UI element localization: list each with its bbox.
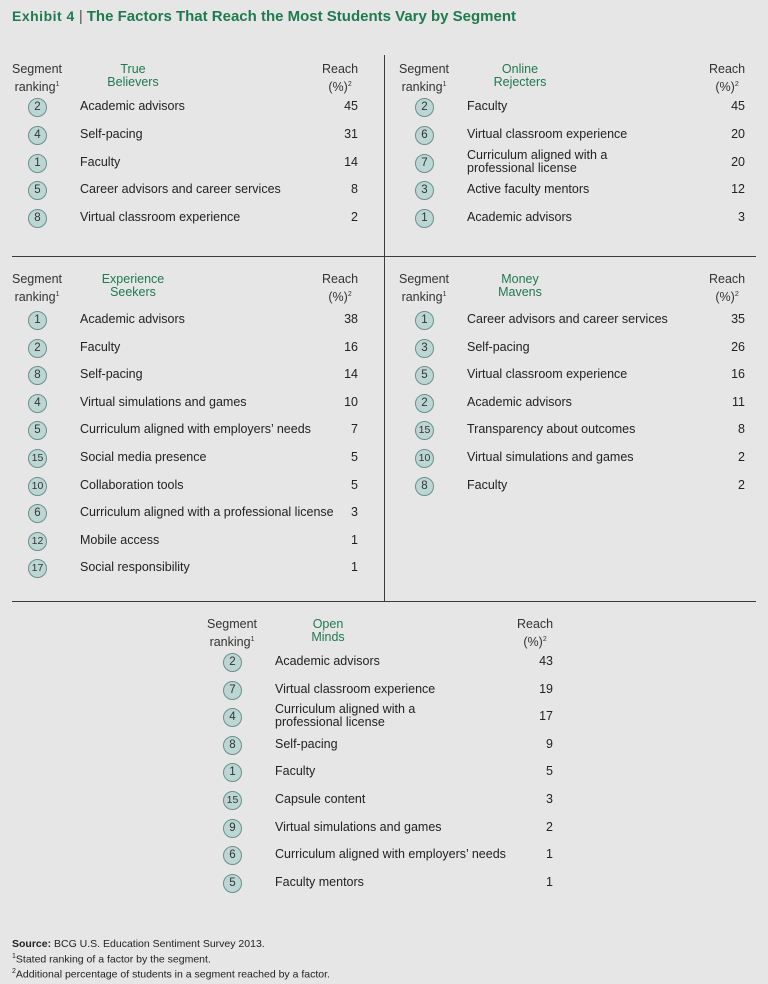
factor-label: Curriculum aligned with a professional license bbox=[467, 147, 608, 175]
reach-value: 1 bbox=[351, 560, 358, 575]
reach-value: 11 bbox=[732, 394, 745, 409]
reach-value: 2 bbox=[351, 210, 358, 225]
rank-badge: 2 bbox=[28, 98, 47, 117]
factor-label: Faculty bbox=[80, 154, 121, 169]
rank-badge: 4 bbox=[28, 126, 47, 145]
reach-value: 9 bbox=[546, 736, 553, 751]
rank-badge: 17 bbox=[28, 559, 47, 578]
rank-badge: 4 bbox=[223, 708, 242, 727]
table-row bbox=[195, 843, 565, 867]
rank-badge: 3 bbox=[415, 181, 434, 200]
table-row bbox=[0, 418, 370, 442]
column-header-ranking: Segment ranking$^1$ bbox=[207, 617, 258, 650]
column-header-ranking: Segment ranking$^1$ bbox=[12, 62, 63, 95]
reach-value: 31 bbox=[344, 126, 358, 141]
reach-value: 3 bbox=[546, 792, 553, 806]
factor-label: Curriculum aligned with employers’ needs bbox=[80, 422, 311, 437]
factor-label: Social responsibility bbox=[80, 560, 190, 575]
segment-name: Open Minds bbox=[311, 617, 345, 644]
table-row bbox=[0, 95, 370, 119]
divider-horizontal-2 bbox=[12, 601, 756, 602]
rank-badge: 1 bbox=[223, 763, 242, 782]
factor-label: Virtual simulations and games bbox=[80, 394, 247, 409]
table-row bbox=[387, 418, 757, 442]
segment-name: Experience Seekers bbox=[101, 272, 165, 299]
factor-label: Academic advisors bbox=[80, 99, 185, 113]
rank-badge: 2 bbox=[28, 339, 47, 358]
reach-value: 3 bbox=[738, 210, 745, 225]
table-row bbox=[0, 474, 370, 498]
factor-label: Academic advisors bbox=[80, 312, 185, 326]
reach-value: 16 bbox=[731, 367, 745, 382]
exhibit-heading: The Factors That Reach the Most Students Vary by Segment bbox=[86, 8, 517, 25]
reach-value: 45 bbox=[344, 99, 358, 113]
table-row bbox=[0, 151, 370, 175]
reach-value: 1 bbox=[546, 874, 553, 889]
factor-label: Academic advisors bbox=[275, 654, 380, 668]
factor-label: Virtual classroom experience bbox=[80, 210, 241, 225]
rank-badge: 15 bbox=[415, 421, 434, 440]
rank-badge: 5 bbox=[415, 366, 434, 385]
column-header-reach: Reach (%)$^2$ bbox=[322, 62, 359, 95]
factor-label: Active faculty mentors bbox=[467, 182, 590, 197]
rank-badge: 8 bbox=[28, 366, 47, 385]
factor-label: Virtual simulations and games bbox=[275, 819, 442, 834]
table-row bbox=[387, 336, 757, 360]
rank-badge: 8 bbox=[415, 477, 434, 496]
factor-label: Faculty bbox=[80, 339, 121, 354]
factor-label: Self-pacing bbox=[80, 126, 143, 141]
segment-name: Money Mavens bbox=[498, 272, 542, 299]
factor-label: Virtual classroom experience bbox=[467, 367, 628, 382]
factor-label: Self-pacing bbox=[275, 736, 338, 751]
table-row bbox=[195, 871, 565, 895]
segment-name: True Believers bbox=[107, 62, 159, 89]
reach-value: 8 bbox=[738, 422, 745, 437]
table-row bbox=[387, 474, 757, 498]
rank-badge: 6 bbox=[28, 504, 47, 523]
table-row bbox=[0, 178, 370, 202]
factor-label: Faculty mentors bbox=[275, 874, 364, 889]
source-text: BCG U.S. Education Sentiment Survey 2013. bbox=[51, 938, 265, 950]
table-row bbox=[0, 206, 370, 230]
column-header-ranking: Segment ranking$^1$ bbox=[399, 62, 450, 95]
reach-value: 5 bbox=[546, 764, 553, 779]
rank-badge: 6 bbox=[415, 126, 434, 145]
factor-label: Transparency about outcomes bbox=[467, 422, 636, 437]
table-row bbox=[387, 391, 757, 415]
table-row bbox=[195, 816, 565, 840]
table-row bbox=[0, 308, 370, 332]
factor-label: Academic advisors bbox=[467, 210, 572, 225]
reach-value: 43 bbox=[539, 654, 553, 668]
table-row bbox=[0, 391, 370, 415]
rank-badge: 8 bbox=[28, 209, 47, 228]
table-row bbox=[0, 123, 370, 147]
exhibit-label: Exhibit 4 bbox=[12, 8, 75, 24]
table-row bbox=[0, 556, 370, 580]
factor-label: Faculty bbox=[275, 764, 316, 779]
reach-value: 1 bbox=[351, 532, 358, 547]
rank-badge: 4 bbox=[28, 394, 47, 413]
rank-badge: 2 bbox=[223, 653, 242, 672]
factor-label: Career advisors and career services bbox=[80, 182, 281, 197]
reach-value: 38 bbox=[344, 312, 358, 326]
column-header-ranking: Segment ranking$^1$ bbox=[12, 272, 63, 305]
column-header-reach: Reach (%)$^2$ bbox=[517, 617, 554, 650]
factor-label: Self-pacing bbox=[467, 339, 530, 354]
reach-value: 5 bbox=[351, 477, 358, 492]
rank-badge: 2 bbox=[415, 394, 434, 413]
table-row bbox=[195, 760, 565, 784]
factor-label: Virtual classroom experience bbox=[467, 126, 628, 141]
table-row bbox=[387, 206, 757, 230]
rank-badge: 6 bbox=[223, 846, 242, 865]
factor-label: Social media presence bbox=[80, 450, 207, 464]
rank-badge: 9 bbox=[223, 819, 242, 838]
table-row bbox=[0, 336, 370, 360]
reach-value: 26 bbox=[731, 339, 745, 354]
table-row bbox=[0, 446, 370, 470]
footnote-1: Stated ranking of a factor by the segment. bbox=[15, 953, 211, 965]
reach-value: 2 bbox=[546, 819, 553, 834]
reach-value: 16 bbox=[344, 339, 358, 354]
reach-value: 45 bbox=[731, 99, 745, 113]
rank-badge: 1 bbox=[415, 209, 434, 228]
rank-badge: 15 bbox=[223, 791, 242, 810]
reach-value: 35 bbox=[731, 312, 745, 326]
factor-label: Mobile access bbox=[80, 532, 160, 547]
divider-vertical-top bbox=[384, 55, 385, 601]
factor-label: Faculty bbox=[467, 99, 508, 113]
rank-badge: 7 bbox=[223, 681, 242, 700]
rank-badge: 2 bbox=[415, 98, 434, 117]
table-row bbox=[195, 788, 565, 812]
reach-value: 3 bbox=[351, 505, 358, 520]
column-header-reach: Reach (%)$^2$ bbox=[709, 272, 746, 305]
rank-badge: 5 bbox=[28, 421, 47, 440]
reach-value: 7 bbox=[351, 422, 358, 437]
reach-value: 14 bbox=[344, 367, 358, 382]
rank-badge: 8 bbox=[223, 736, 242, 755]
rank-badge: 10 bbox=[415, 449, 434, 468]
table-row bbox=[387, 446, 757, 470]
table-row bbox=[195, 650, 565, 674]
reach-value: 1 bbox=[546, 847, 553, 862]
table-row bbox=[0, 501, 370, 525]
column-header-reach: Reach (%)$^2$ bbox=[322, 272, 359, 305]
reach-value: 10 bbox=[344, 394, 358, 409]
rank-badge: 12 bbox=[28, 532, 47, 551]
factor-label: Academic advisors bbox=[467, 394, 572, 409]
rank-badge: 10 bbox=[28, 477, 47, 496]
factor-label: Collaboration tools bbox=[80, 477, 184, 492]
table-row bbox=[195, 733, 565, 757]
reach-value: 2 bbox=[738, 450, 745, 464]
reach-value: 14 bbox=[344, 154, 358, 169]
exhibit-title: Exhibit 4 | The Factors That Reach the Most Students Vary by Segment bbox=[12, 8, 517, 25]
factor-label: Capsule content bbox=[275, 792, 366, 806]
reach-value: 17 bbox=[539, 709, 553, 724]
rank-badge: 1 bbox=[28, 154, 47, 173]
table-row bbox=[387, 178, 757, 202]
table-row bbox=[0, 363, 370, 387]
factor-label: Faculty bbox=[467, 477, 508, 492]
table-row bbox=[387, 123, 757, 147]
reach-value: 20 bbox=[731, 126, 745, 141]
table-row bbox=[387, 147, 757, 175]
source-label: Source: bbox=[12, 938, 52, 950]
reach-value: 19 bbox=[539, 681, 553, 696]
reach-value: 12 bbox=[731, 182, 745, 197]
table-row bbox=[195, 678, 565, 702]
rank-badge: 5 bbox=[223, 874, 242, 893]
rank-badge: 3 bbox=[415, 339, 434, 358]
table-row bbox=[387, 363, 757, 387]
reach-value: 2 bbox=[738, 477, 745, 492]
factor-label: Curriculum aligned with employers’ needs bbox=[275, 847, 506, 862]
table-row bbox=[0, 529, 370, 553]
factor-label: Curriculum aligned with a professional license bbox=[80, 505, 334, 520]
column-header-reach: Reach (%)$^2$ bbox=[709, 62, 746, 95]
reach-value: 5 bbox=[351, 450, 358, 464]
rank-badge: 1 bbox=[28, 311, 47, 330]
divider-horizontal-1 bbox=[12, 256, 756, 257]
table-row bbox=[195, 702, 565, 730]
factor-label: Self-pacing bbox=[80, 367, 143, 382]
table-row bbox=[387, 95, 757, 119]
table-row bbox=[387, 308, 757, 332]
factor-label: Career advisors and career services bbox=[467, 312, 668, 326]
segment-name: Online Rejecters bbox=[493, 62, 547, 89]
reach-value: 20 bbox=[731, 154, 745, 169]
reach-value: 8 bbox=[351, 182, 358, 197]
factor-label: Curriculum aligned with a professional license bbox=[275, 702, 416, 730]
factor-label: Virtual classroom experience bbox=[275, 681, 436, 696]
rank-badge: 5 bbox=[28, 181, 47, 200]
source-notes: Source: BCG U.S. Education Sentiment Survey 2013. $^1$Stated ranking of a factor by the segment. $^2$Additional percentage of students in a segment reached by a factor. bbox=[12, 938, 330, 980]
rank-badge: 1 bbox=[415, 311, 434, 330]
footnote-2: Additional percentage of students in a segment reached by a factor. bbox=[15, 968, 330, 980]
rank-badge: 15 bbox=[28, 449, 47, 468]
factor-label: Virtual simulations and games bbox=[467, 450, 634, 464]
column-header-ranking: Segment ranking$^1$ bbox=[399, 272, 450, 305]
rank-badge: 7 bbox=[415, 154, 434, 173]
